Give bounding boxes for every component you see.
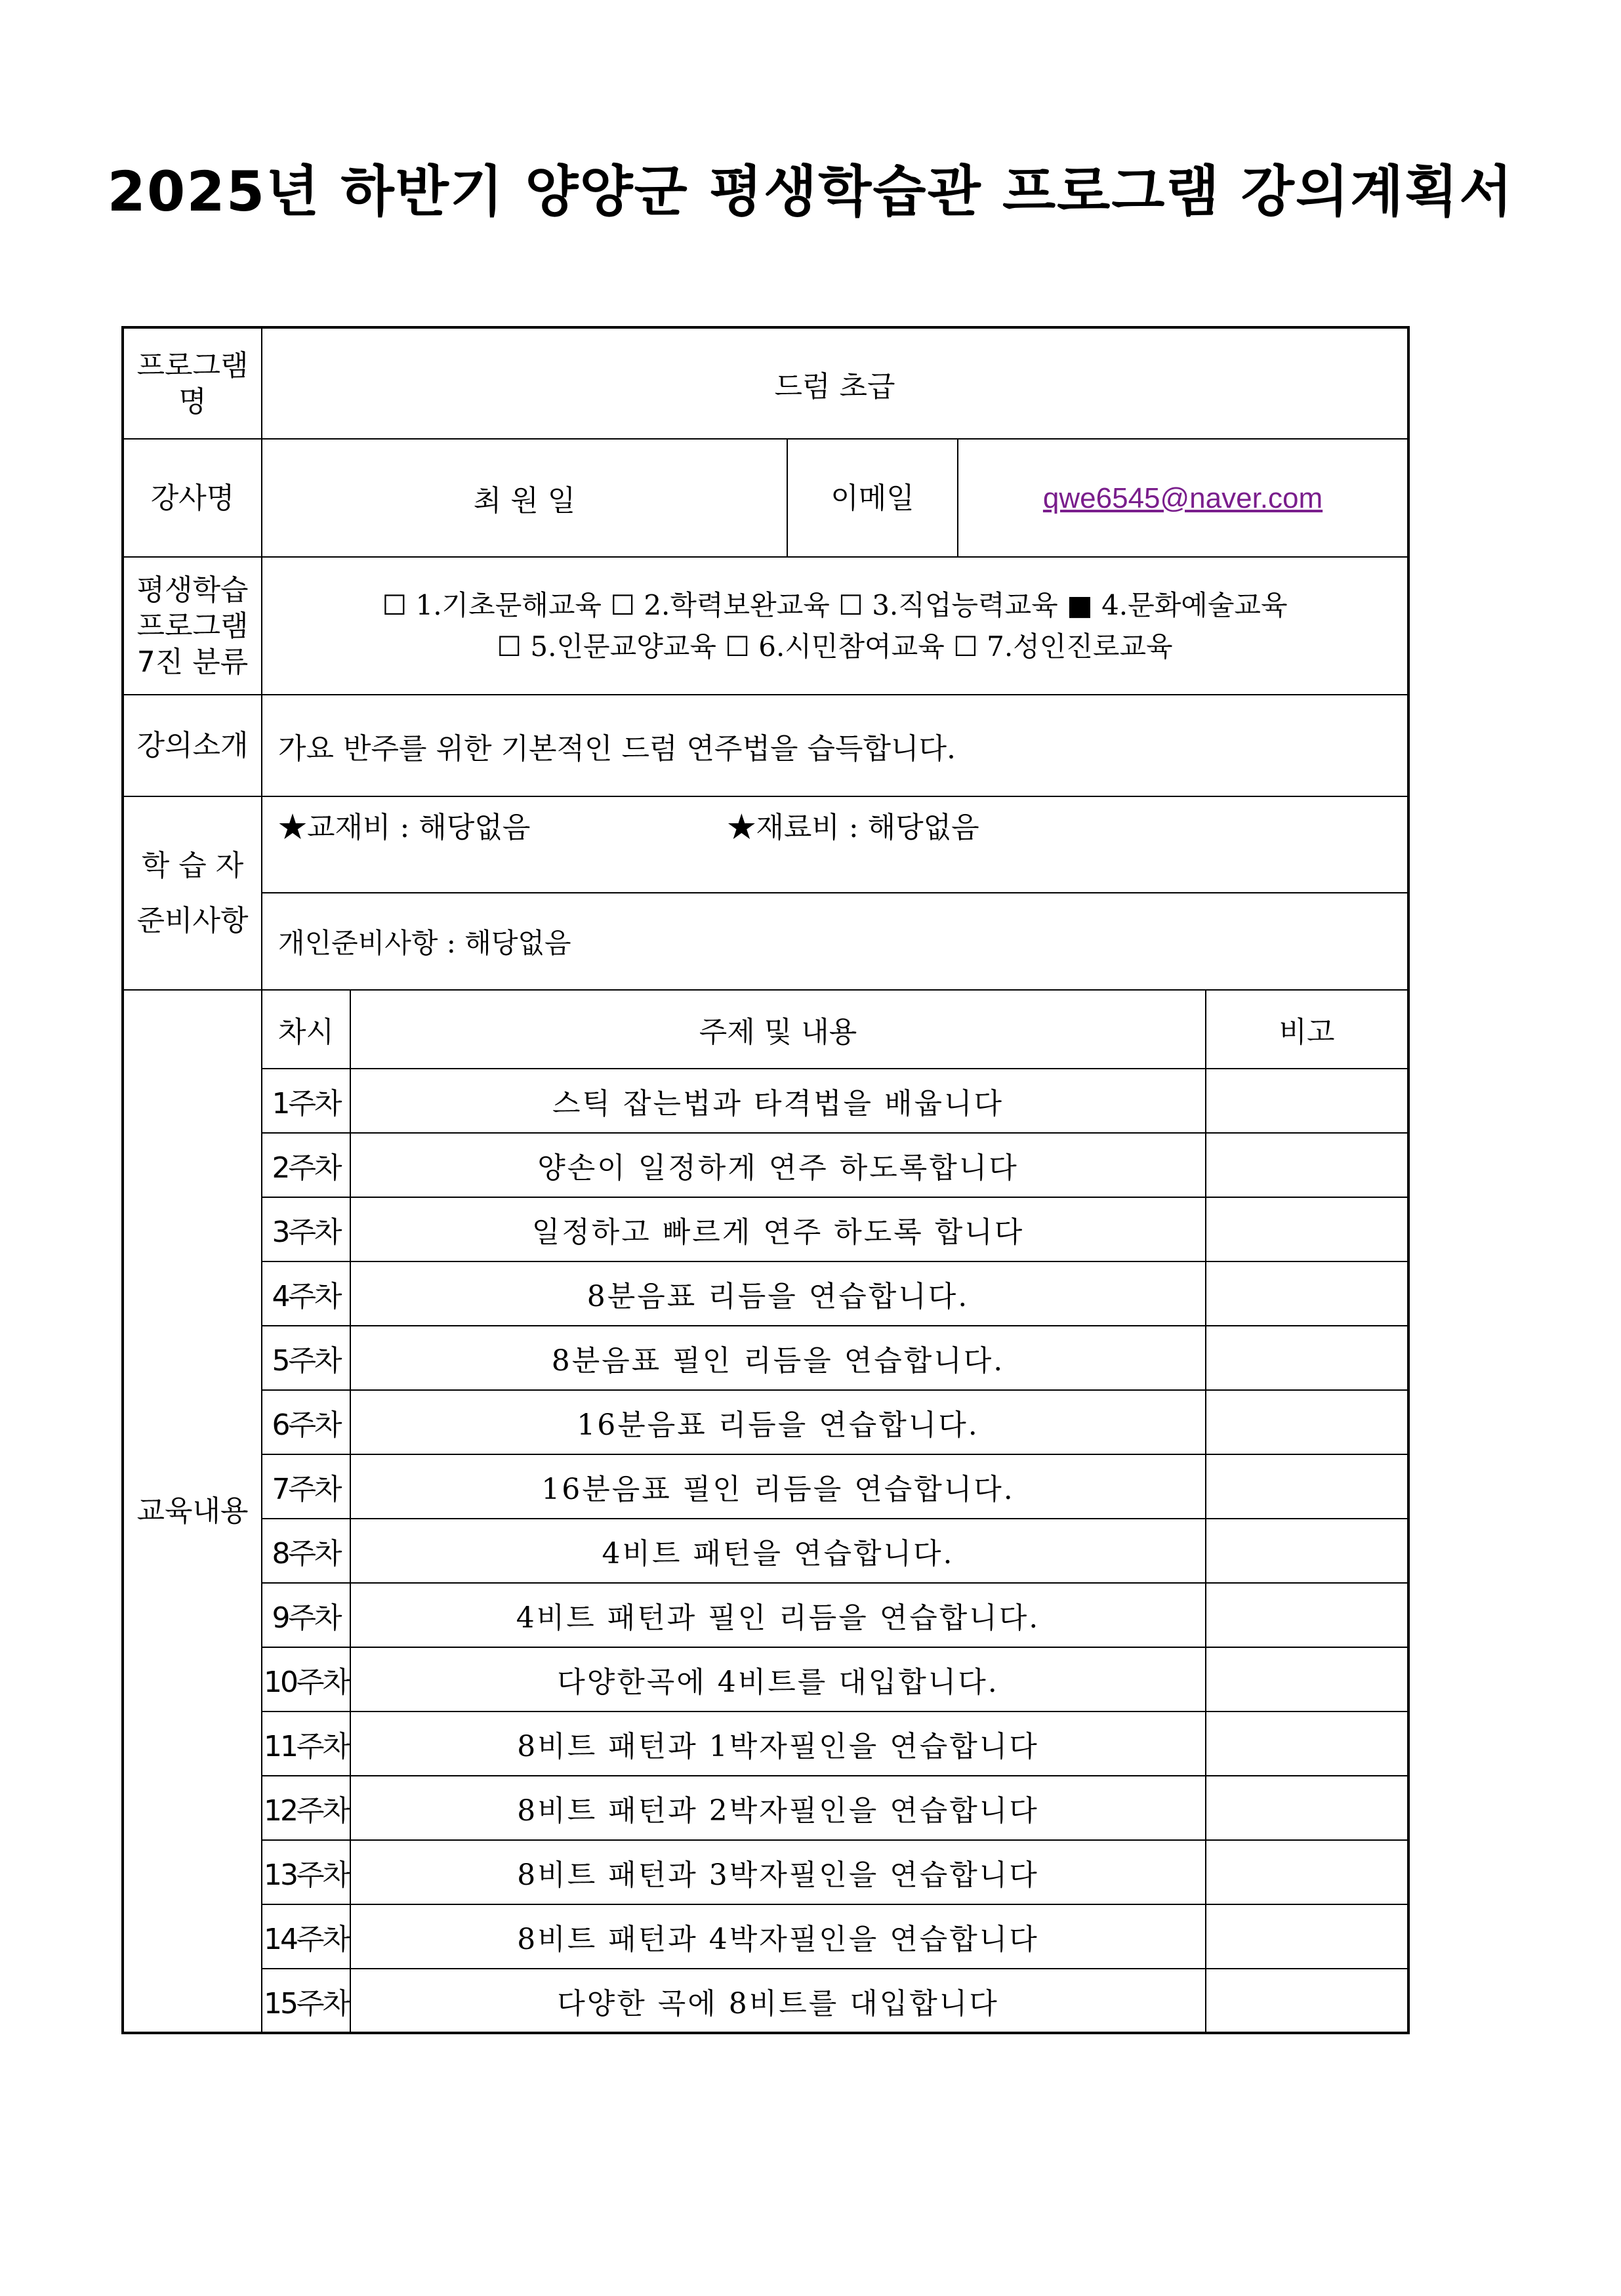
table-row (123, 1261, 1408, 1326)
table-row (123, 1519, 1408, 1583)
week-topic: 16분음표 리듬을 연습합니다. (350, 1390, 1206, 1454)
table-row (123, 1133, 1408, 1197)
week-note (1206, 1326, 1408, 1390)
week-note (1206, 1904, 1408, 1969)
week-label: 9주차 (262, 1583, 350, 1647)
week-topic: 8비트 패턴과 4박자필인을 연습합니다 (350, 1904, 1206, 1969)
category-options-line1: ☐ 1.기초문해교육 ☐ 2.학력보완교육 ☐ 3.직업능력교육 ■ 4.문화예술교육 (382, 589, 1288, 621)
table-row (123, 1712, 1408, 1776)
prep-label-line2: 준비사항 (136, 903, 249, 937)
week-topic: 8비트 패턴과 2박자필인을 연습합니다 (350, 1776, 1206, 1840)
week-note (1206, 1583, 1408, 1647)
week-label: 5주차 (262, 1326, 350, 1390)
header-note: 비고 (1206, 990, 1408, 1069)
week-topic: 8분음표 리듬을 연습합니다. (350, 1261, 1206, 1326)
week-note (1206, 1519, 1408, 1583)
prep-label (123, 796, 262, 990)
email-link[interactable]: qwe6545@naver.com (1042, 482, 1323, 514)
week-label: 3주차 (262, 1197, 350, 1261)
week-topic: 4비트 패턴을 연습합니다. (350, 1519, 1206, 1583)
week-label: 1주차 (262, 1069, 350, 1133)
table-row (123, 1197, 1408, 1261)
week-note (1206, 1261, 1408, 1326)
week-label: 11주차 (262, 1712, 350, 1776)
header-session: 차시 (262, 990, 350, 1069)
week-note (1206, 1840, 1408, 1904)
prep-costs (262, 796, 1408, 893)
table-row (123, 1454, 1408, 1519)
week-topic: 다양한 곡에 8비트를 대입합니다 (350, 1969, 1206, 2033)
table-row (123, 1969, 1408, 2033)
week-label: 7주차 (262, 1454, 350, 1519)
week-note (1206, 1133, 1408, 1197)
week-note (1206, 1390, 1408, 1454)
week-label: 12주차 (262, 1776, 350, 1840)
week-note (1206, 1647, 1408, 1712)
week-note (1206, 1712, 1408, 1776)
week-topic: 8분음표 필인 리듬을 연습합니다. (350, 1326, 1206, 1390)
category-label-line2: 프로그램 (136, 609, 249, 643)
lecture-plan-table (121, 326, 1410, 2034)
prep-label-line1: 학 습 자 (141, 848, 244, 882)
week-label: 8주차 (262, 1519, 350, 1583)
intro-text: 가요 반주를 위한 기본적인 드럼 연주법을 습득합니다. (262, 695, 1408, 796)
table-row (123, 1326, 1408, 1390)
week-note (1206, 1069, 1408, 1133)
table-row (123, 1647, 1408, 1712)
category-label-line3: 7진 분류 (136, 645, 249, 679)
document-title: 2025년 하반기 양양군 평생학습관 프로그램 강의계획서 (107, 159, 1514, 224)
week-note (1206, 1969, 1408, 2033)
program-name-value: 드럼 초급 (262, 327, 1408, 439)
table-row (123, 1583, 1408, 1647)
week-topic: 일정하고 빠르게 연주 하도록 합니다 (350, 1197, 1206, 1261)
category-label (123, 557, 262, 695)
week-topic: 다양한곡에 4비트를 대입합니다. (350, 1647, 1206, 1712)
week-topic: 스틱 잡는법과 타격법을 배웁니다 (350, 1069, 1206, 1133)
week-label: 14주차 (262, 1904, 350, 1969)
email-label: 이메일 (787, 439, 958, 557)
week-label: 15주차 (262, 1969, 350, 2033)
week-label: 2주차 (262, 1133, 350, 1197)
category-options-line2: ☐ 5.인문교양교육 ☐ 6.시민참여교육 ☐ 7.성인진로교육 (497, 630, 1173, 663)
category-options (262, 557, 1408, 695)
table-row (123, 1069, 1408, 1133)
material-fee: ★재료비 : 해당없음 (727, 811, 979, 844)
category-label-line1: 평생학습 (136, 573, 249, 607)
intro-label: 강의소개 (123, 695, 262, 796)
table-row (123, 1904, 1408, 1969)
week-label: 10주차 (262, 1647, 350, 1712)
week-label: 6주차 (262, 1390, 350, 1454)
email-cell (958, 439, 1408, 557)
table-row (123, 1390, 1408, 1454)
instructor-label: 강사명 (123, 439, 262, 557)
week-topic: 8비트 패턴과 1박자필인을 연습합니다 (350, 1712, 1206, 1776)
week-note (1206, 1197, 1408, 1261)
week-topic: 8비트 패턴과 3박자필인을 연습합니다 (350, 1840, 1206, 1904)
week-topic: 4비트 패턴과 필인 리듬을 연습합니다. (350, 1583, 1206, 1647)
week-label: 4주차 (262, 1261, 350, 1326)
personal-prep: 개인준비사항 : 해당없음 (262, 893, 1408, 990)
schedule-label: 교육내용 (123, 990, 262, 2033)
week-note (1206, 1776, 1408, 1840)
table-row (123, 1840, 1408, 1904)
textbook-fee: ★교재비 : 해당없음 (278, 811, 531, 844)
program-name-label: 프로그램명 (123, 327, 262, 439)
header-topic: 주제 및 내용 (350, 990, 1206, 1069)
table-row (123, 1776, 1408, 1840)
week-topic: 양손이 일정하게 연주 하도록합니다 (350, 1133, 1206, 1197)
week-label: 13주차 (262, 1840, 350, 1904)
week-note (1206, 1454, 1408, 1519)
instructor-name: 최 원 일 (262, 439, 787, 557)
week-topic: 16분음표 필인 리듬을 연습합니다. (350, 1454, 1206, 1519)
